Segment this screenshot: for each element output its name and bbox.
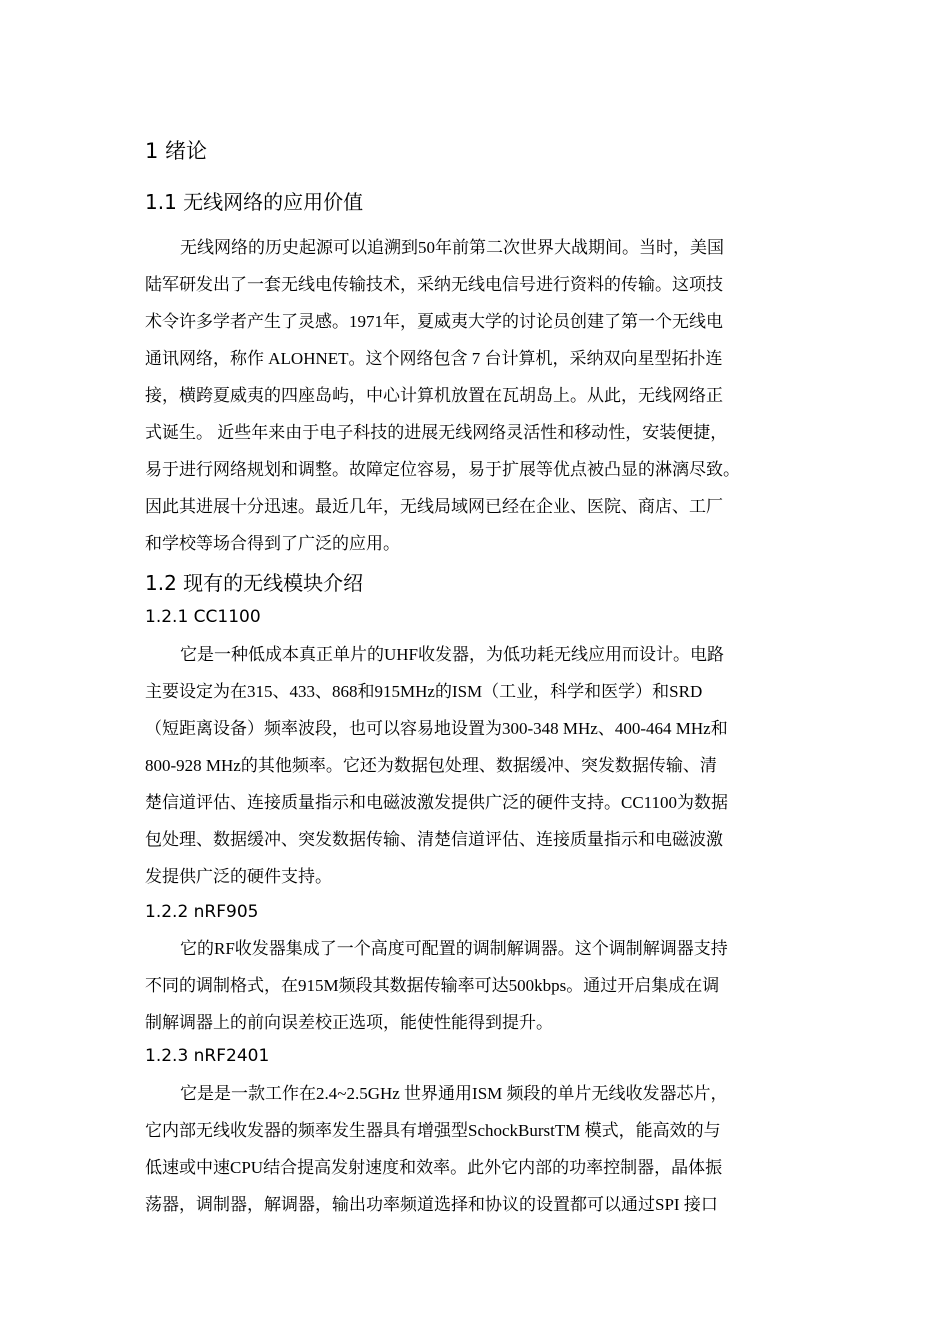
p2-line-2: 主要设定为在315、433、868和915MHz的ISM（工业，科学和医学）和SRD (145, 682, 703, 701)
p4-line-1: 它是是一款工作在2.4~2.5GHz 世界通用ISM 频段的单片无线收发器芯片， (180, 1084, 728, 1103)
p3-line-3: 制解调器上的前向误差校正选项，能使性能得到提升。 (145, 1013, 553, 1032)
section-heading-1-2: 1.2 现有的无线模块介绍 (145, 571, 364, 595)
p1-line-4: 通讯网络，称作 ALOHNET。这个网络包含 7 台计算机，采纳双向星型拓扑连 (145, 349, 723, 368)
p4-line-2: 它内部无线收发器的频率发生器具有增强型SchockBurstTM 模式，能高效的与 (145, 1121, 721, 1140)
p1-line-3: 术令许多学者产生了灵感。1971年，夏威夷大学的讨论员创建了第一个无线电 (145, 312, 723, 331)
p2-line-3: （短距离设备）频率波段，也可以容易地设置为300-348 MHz、400-464 MHz和 (145, 719, 728, 738)
p1-line-1: 无线网络的历史起源可以追溯到50年前第二次世界大战期间。当时，美国 (180, 238, 724, 257)
p1-line-8: 因此其进展十分迅速。最近几年，无线局域网已经在企业、医院、商店、工厂 (145, 497, 723, 516)
p1-line-6: 式诞生。 近些年来由于电子科技的进展无线网络灵活性和移动性，安装便捷， (145, 423, 728, 442)
section-heading-1-1: 1.1 无线网络的应用价值 (145, 190, 364, 214)
subsection-heading-nrf905: 1.2.2 nRF905 (145, 902, 259, 922)
p1-line-5: 接，横跨夏威夷的四座岛屿，中心计算机放置在瓦胡岛上。从此，无线网络正 (145, 386, 723, 405)
p3-line-1: 它的RF收发器集成了一个高度可配置的调制解调器。这个调制解调器支持 (180, 939, 728, 958)
p4-line-4: 荡器，调制器，解调器，输出功率频道选择和协议的设置都可以通过SPI 接口 (145, 1195, 718, 1214)
p1-line-9: 和学校等场合得到了广泛的应用。 (145, 534, 400, 553)
p2-line-4: 800-928 MHz的其他频率。它还为数据包处理、数据缓冲、突发数据传输、清 (145, 756, 717, 775)
p2-line-6: 包处理、数据缓冲、突发数据传输、清楚信道评估、连接质量指示和电磁波激 (145, 830, 723, 849)
p2-line-7: 发提供广泛的硬件支持。 (145, 867, 332, 886)
p1-line-2: 陆军研发出了一套无线电传输技术，采纳无线电信号进行资料的传输。这项技 (145, 275, 723, 294)
chapter-heading: 1 绪论 (145, 139, 208, 163)
p1-line-7: 易于进行网络规划和调整。故障定位容易，易于扩展等优点被凸显的淋漓尽致。 (145, 460, 740, 479)
subsection-heading-nrf2401: 1.2.3 nRF2401 (145, 1046, 270, 1066)
p3-line-2: 不同的调制格式，在915M频段其数据传输率可达500kbps。通过开启集成在调 (145, 976, 720, 995)
subsection-heading-cc1100: 1.2.1 CC1100 (145, 607, 261, 627)
p2-line-5: 楚信道评估、连接质量指示和电磁波激发提供广泛的硬件支持。CC1100为数据 (145, 793, 729, 812)
p2-line-1: 它是一种低成本真正单片的UHF收发器，为低功耗无线应用而设计。电路 (180, 645, 725, 664)
p4-line-3: 低速或中速CPU结合提高发射速度和效率。此外它内部的功率控制器，晶体振 (145, 1158, 723, 1177)
